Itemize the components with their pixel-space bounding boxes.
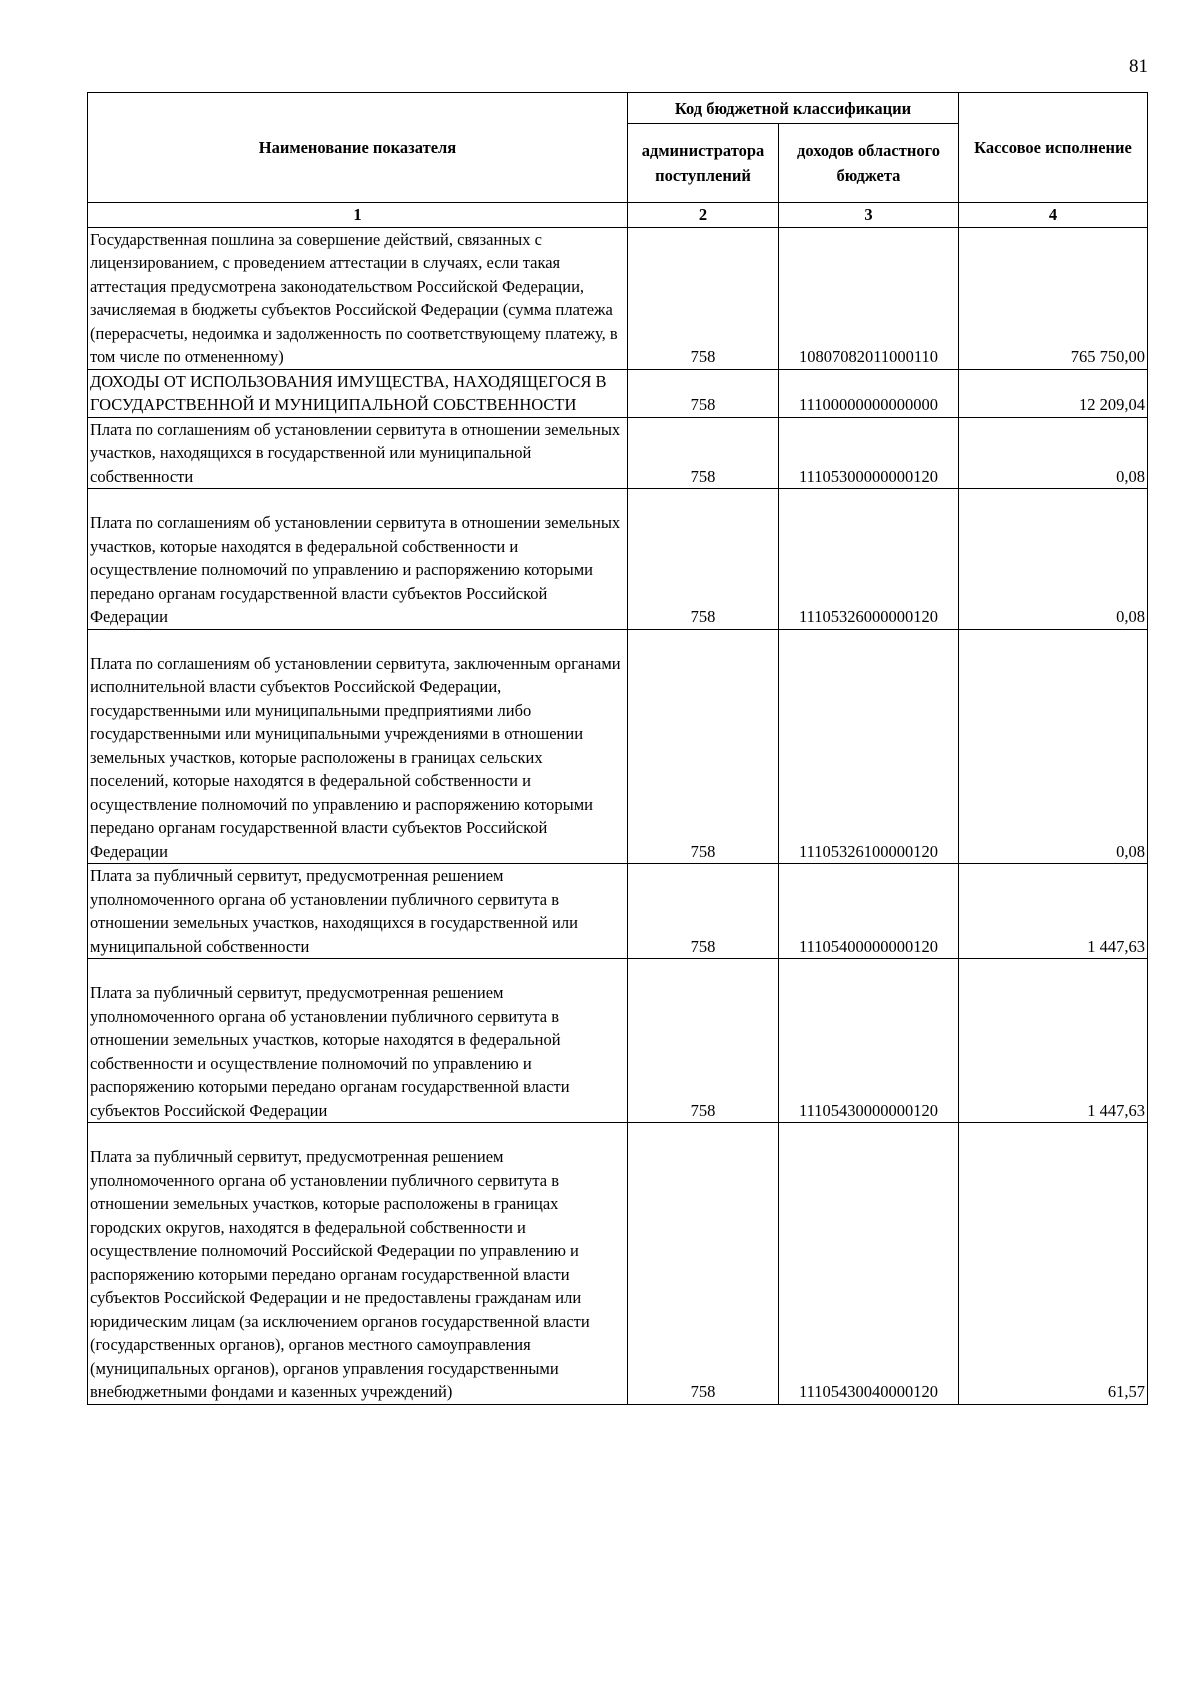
execution-amount: 61,57 — [959, 1123, 1148, 1405]
indicator-name: Плата за публичный сервитут, предусмотренная решением уполномоченного органа об установлении публичного сервитута в отношении земельных участков, которые находятся в федеральной собственности и осуществление полномочий по управлению и распоряжению которыми передано органам государственной власти субъектов Российской Федерации — [88, 959, 628, 1123]
table-row — [88, 864, 1148, 959]
admin-code: 758 — [628, 489, 779, 630]
admin-code: 758 — [628, 864, 779, 959]
income-code: 10807082011000110 — [779, 227, 959, 369]
income-code: 11100000000000000 — [779, 369, 959, 417]
header-budget-code-group: Код бюджетной классификации — [628, 93, 959, 124]
execution-amount: 1 447,63 — [959, 959, 1148, 1123]
indicator-name: Плата по соглашениям об установлении сервитута в отношении земельных участков, находящихся в государственной или муниципальной собственности — [88, 417, 628, 489]
indicator-name: Плата за публичный сервитут, предусмотренная решением уполномоченного органа об установлении публичного сервитута в отношении земельных участков, находящихся в государственной или муниципальной собственности — [88, 864, 628, 959]
column-number: 1 — [88, 203, 628, 228]
admin-code: 758 — [628, 369, 779, 417]
column-number: 2 — [628, 203, 779, 228]
indicator-name: Государственная пошлина за совершение действий, связанных с лицензированием, с проведением аттестации в случаях, если такая аттестация предусмотрена законодательством Российской Федерации, зачисляемая в бюджеты субъектов Российской Федерации (сумма платежа (перерасчеты, недоимка и задолженность по соответствующему платежу, в том числе по отмененному) — [88, 227, 628, 369]
indicator-name: Плата по соглашениям об установлении сервитута, заключенным органами исполнительной власти субъектов Российской Федерации, государственными или муниципальными предприятиями либо государственными или муниципальными учреждениями в отношении земельных участков, которые расположены в границах сельских поселений, которые находятся в федеральной собственности и осуществление полномочий по управлению и распоряжению которыми передано органам государственной власти субъектов Российской Федерации — [88, 629, 628, 864]
execution-amount: 765 750,00 — [959, 227, 1148, 369]
income-code: 11105326100000120 — [779, 629, 959, 864]
income-code: 11105326000000120 — [779, 489, 959, 630]
income-code: 11105300000000120 — [779, 417, 959, 489]
header-name: Наименование показателя — [88, 93, 628, 203]
header-admin: администратора поступлений — [628, 124, 779, 203]
budget-table — [87, 92, 1148, 1405]
column-number: 4 — [959, 203, 1148, 228]
header-execution: Кассовое исполнение — [959, 93, 1148, 203]
table-row — [88, 489, 1148, 630]
table-row — [88, 629, 1148, 864]
admin-code: 758 — [628, 227, 779, 369]
table-row — [88, 227, 1148, 369]
header-income-code: доходов областного бюджета — [779, 124, 959, 203]
execution-amount: 0,08 — [959, 489, 1148, 630]
page-number: 81 — [1129, 56, 1148, 77]
table-row — [88, 369, 1148, 417]
admin-code: 758 — [628, 629, 779, 864]
admin-code: 758 — [628, 959, 779, 1123]
admin-code: 758 — [628, 1123, 779, 1405]
execution-amount: 1 447,63 — [959, 864, 1148, 959]
table-row — [88, 417, 1148, 489]
indicator-name: Плата за публичный сервитут, предусмотренная решением уполномоченного органа об установлении публичного сервитута в отношении земельных участков, которые расположены в границах городских округов, находятся в федеральной собственности и осуществление полномочий Российской Федерации по управлению и распоряжению которыми передано органам государственной власти субъектов Российской Федерации и не предоставлены гражданам или юридическим лицам (за исключением органов государственной власти (государственных органов), органов местного самоуправления (муниципальных органов), органов управления государственными внебюджетными фондами и казенных учреждений) — [88, 1123, 628, 1405]
income-code: 11105430040000120 — [779, 1123, 959, 1405]
income-code: 11105430000000120 — [779, 959, 959, 1123]
execution-amount: 12 209,04 — [959, 369, 1148, 417]
table-row — [88, 1123, 1148, 1405]
income-code: 11105400000000120 — [779, 864, 959, 959]
indicator-name: Плата по соглашениям об установлении сервитута в отношении земельных участков, которые находятся в федеральной собственности и осуществление полномочий по управлению и распоряжению которыми передано органам государственной власти субъектов Российской Федерации — [88, 489, 628, 630]
indicator-name: ДОХОДЫ ОТ ИСПОЛЬЗОВАНИЯ ИМУЩЕСТВА, НАХОДЯЩЕГОСЯ В ГОСУДАРСТВЕННОЙ И МУНИЦИПАЛЬНОЙ СОБСТВЕННОСТИ — [88, 369, 628, 417]
table-row — [88, 959, 1148, 1123]
execution-amount: 0,08 — [959, 629, 1148, 864]
admin-code: 758 — [628, 417, 779, 489]
column-number: 3 — [779, 203, 959, 228]
execution-amount: 0,08 — [959, 417, 1148, 489]
